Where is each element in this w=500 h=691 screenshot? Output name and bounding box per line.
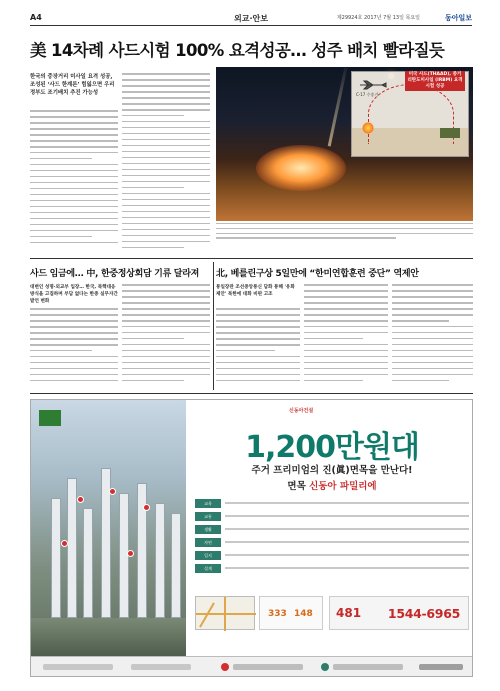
newspaper-name: 동아일보 <box>444 14 472 22</box>
call-box[interactable] <box>329 596 469 630</box>
feature-tag: 설계 <box>195 564 221 573</box>
divider <box>30 393 473 394</box>
issue-date: 제29924호 2017년 7월 13일 목요일 <box>336 15 420 21</box>
lead-headline[interactable]: 美 14차례 사드시험 100% 요격성공… 성주 배치 빨라질듯 <box>30 41 445 60</box>
thaad-test-photo[interactable] <box>216 67 473 221</box>
developer-logo <box>39 410 61 426</box>
story3-body-col-3 <box>392 284 473 388</box>
ad-aerial-photo <box>31 400 186 658</box>
story2-body-col-2 <box>122 284 210 388</box>
stat-value: 148 <box>294 609 313 619</box>
inset-plane-label: C-17 수송기 <box>356 92 379 97</box>
apartment-advertisement[interactable] <box>30 399 473 677</box>
feature-tag: 자연 <box>195 538 221 547</box>
divider <box>30 258 473 259</box>
story3-subhead: 통일장관 조선중앙통신 담화 통해 '유화 제안' 북한에 대화 비판 고조 <box>216 285 295 297</box>
photo-caption <box>216 223 473 249</box>
ad-price: 1,200만원대 <box>245 430 419 465</box>
story3-body-col-1 <box>216 308 300 388</box>
feature-tag: 교통 <box>195 512 221 521</box>
column-divider <box>213 262 214 390</box>
ad-product-name: 면목 신동아 파밀리에 <box>287 481 377 492</box>
phone-number[interactable]: 1544-6965 <box>387 606 460 621</box>
ad-feature-list <box>195 498 469 576</box>
story3-headline[interactable]: 北, 베를린구상 5일만에 “한미연합훈련 중단” 역제안 <box>216 269 419 279</box>
location-map <box>195 596 255 630</box>
story2-body-col-1 <box>30 308 118 388</box>
masthead-bar <box>30 12 472 26</box>
story2-headline[interactable]: 사드 임금에… 中, 한중정상회담 기류 달라져 <box>30 269 199 279</box>
feature-tag: 입지 <box>195 551 221 560</box>
ad-brand: 신동아건설 <box>289 408 314 414</box>
lead-subhead: 한국의 중장거리 미사일 요격 성공, 조성된 ‘사드 한계론’ 힘잃으면 우리정부도 조기배치 추진 가능성 <box>30 74 115 96</box>
feature-tag: 생활 <box>195 525 221 534</box>
story2-subhead: 대변인 성명·외교부 입장… 한국, 북핵대응 방식을 고집하며 부담 없다는 한중 실무자간 발언 변화 <box>30 285 118 304</box>
ad-tagline: 주거 프리미엄의 진(眞)면목을 만난다! <box>251 465 413 476</box>
airplane-icon <box>358 80 388 90</box>
ad-footer-bar <box>31 656 472 676</box>
inset-title: 미국 사드(THAAD), 중거리탄도미사일 (IRBM) 요격시험 성공 <box>405 71 465 91</box>
lead-body-col-2 <box>122 73 210 257</box>
section-title: 외교·안보 <box>234 14 268 23</box>
lead-body-col-1 <box>30 110 118 250</box>
feature-tag: 교육 <box>195 499 221 508</box>
story3-body-col-2 <box>304 284 388 388</box>
stat-value: 333 <box>268 609 287 619</box>
page-number: A4 <box>30 13 42 22</box>
stat-value: 481 <box>336 606 362 620</box>
unit-stats <box>259 596 323 630</box>
